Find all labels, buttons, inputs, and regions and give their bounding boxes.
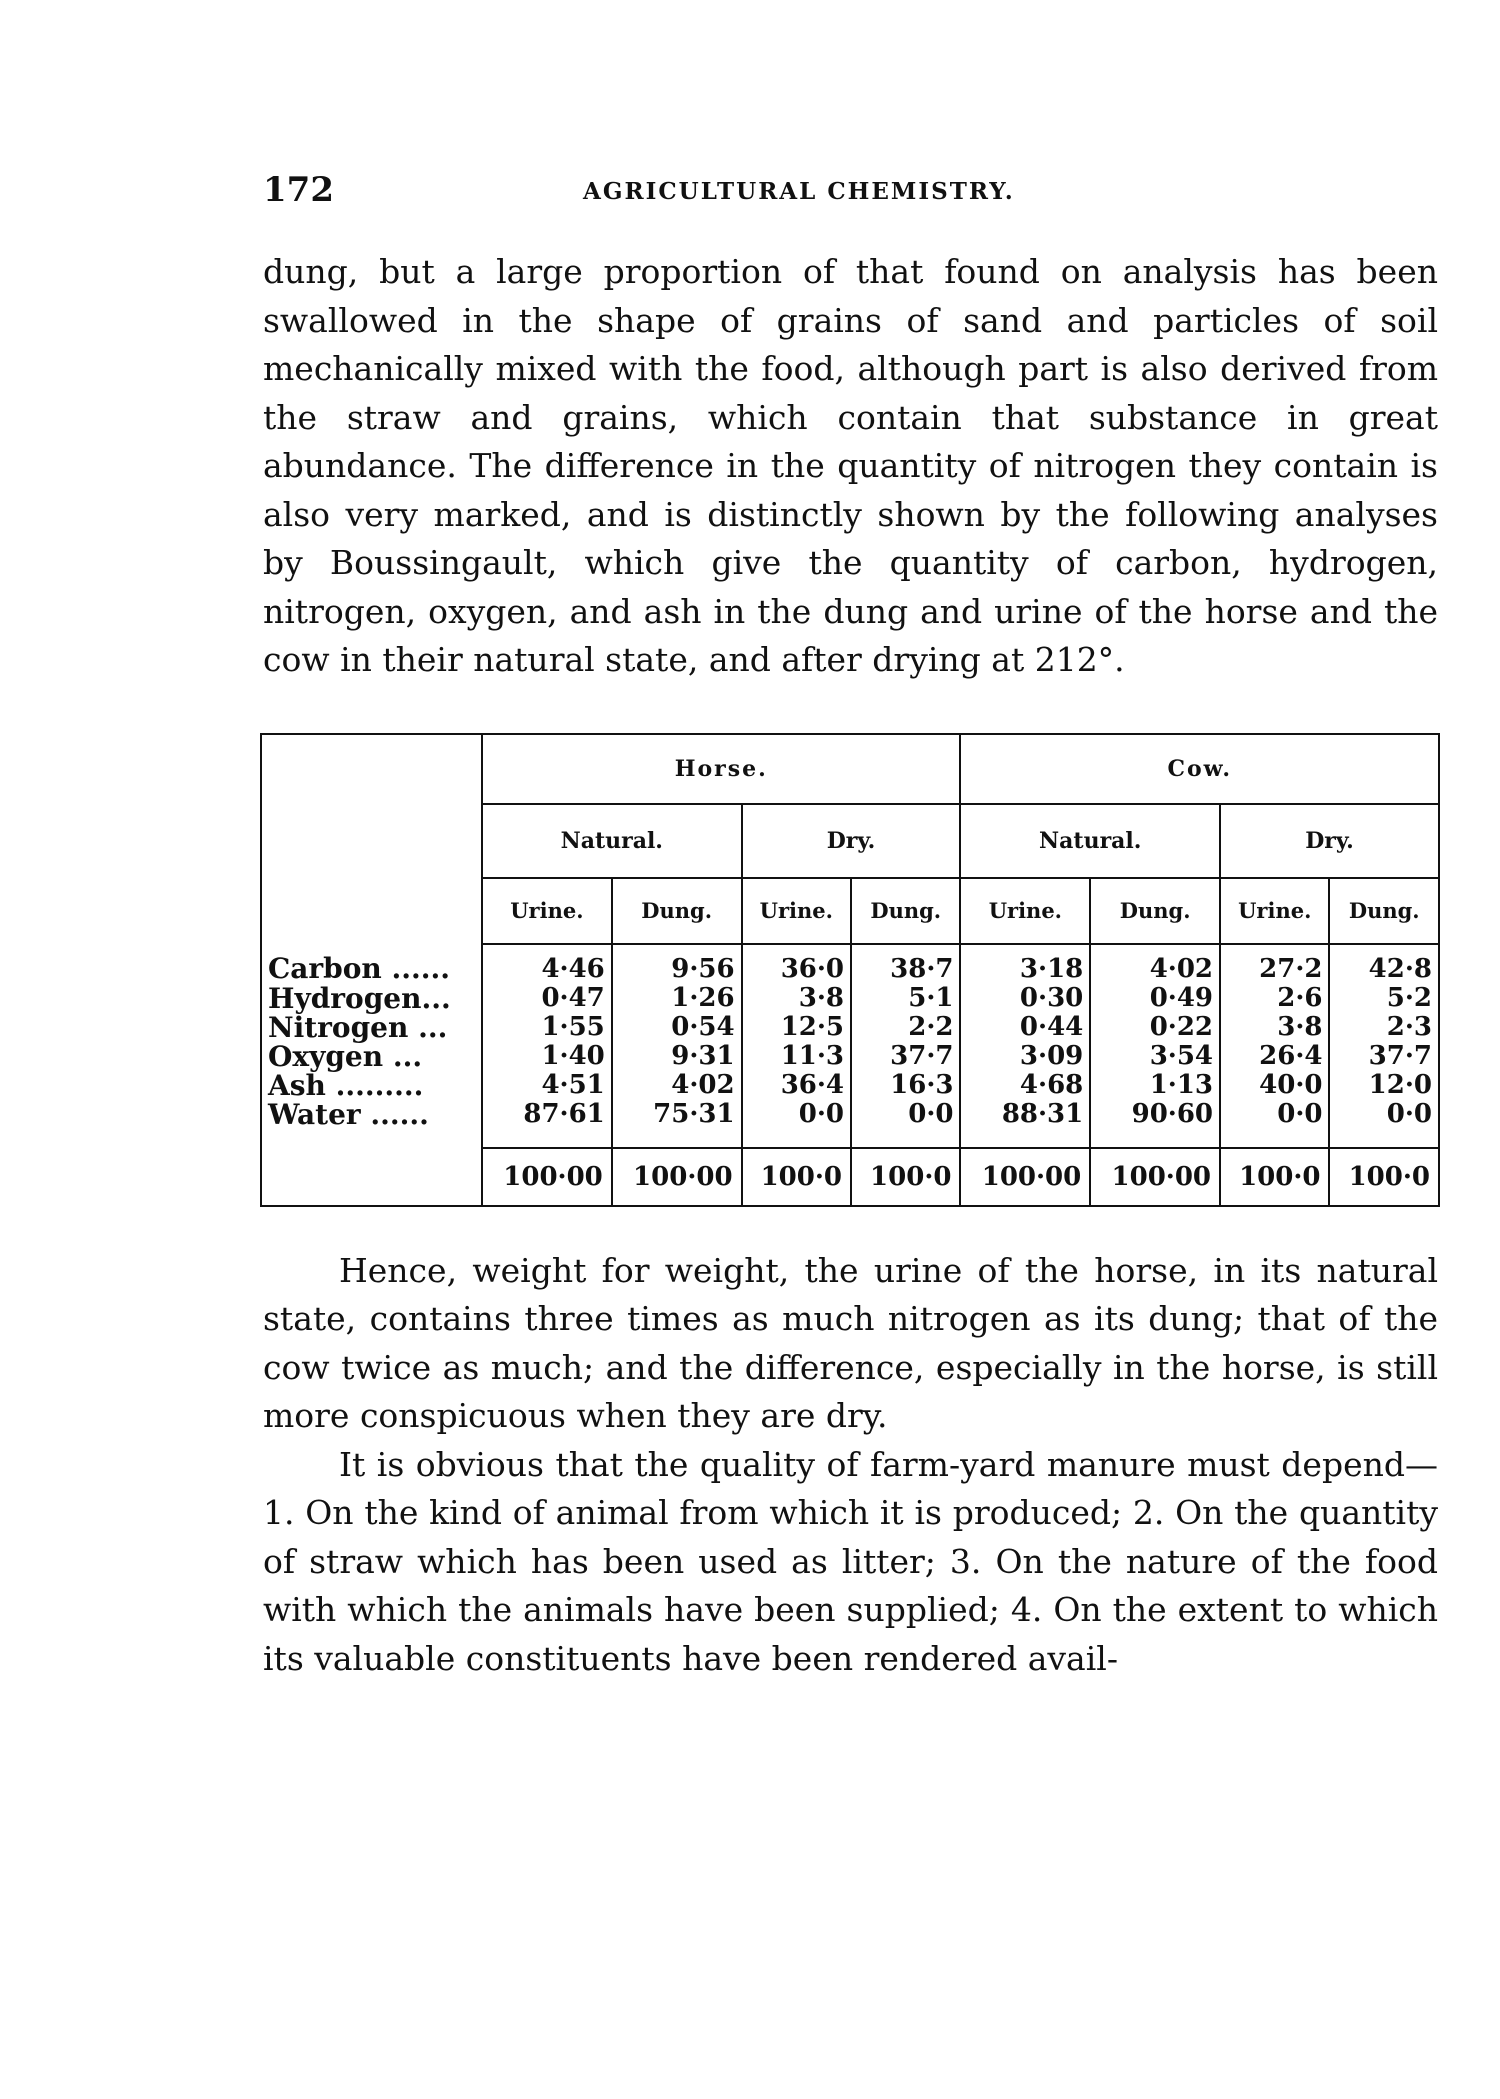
column-header: Urine. — [482, 878, 612, 944]
column-header: Urine. — [742, 878, 851, 944]
cell: 3·54 — [1090, 1042, 1220, 1071]
cell: 0·0 — [1220, 1100, 1329, 1148]
column-header: Dung. — [1329, 878, 1439, 944]
row-label: Nitrogen ... — [268, 1010, 448, 1044]
subgroup-header-horse-dry: Dry. — [742, 804, 961, 878]
cell: 4·68 — [960, 1071, 1090, 1100]
table-row-total — [261, 1148, 1439, 1206]
cell: 3·18 — [960, 944, 1090, 984]
cell: 16·3 — [851, 1071, 960, 1100]
subgroup-header-horse-natural: Natural. — [482, 804, 742, 878]
cell: 9·31 — [612, 1042, 742, 1071]
cell: 3·8 — [742, 984, 851, 1013]
cell: 1·26 — [612, 984, 742, 1013]
cell: 0·44 — [960, 1013, 1090, 1042]
cell: 1·40 — [482, 1042, 612, 1071]
cell: 87·61 — [482, 1100, 612, 1148]
cell: 40·0 — [1220, 1071, 1329, 1100]
cell: 4·51 — [482, 1071, 612, 1100]
paragraph-manure-quality: It is obvious that the quality of farm-yard manure must depend—1. On the kind of animal from which it is produced; 2. On the quantity of straw which has been used as litter; 3. On the nature of the food with which the animals have been supplied; 4. On the extent to which its valuable constituents have been rendered avail- — [263, 1444, 1438, 1678]
total-cell: 100·00 — [612, 1148, 742, 1206]
cell: 0·49 — [1090, 984, 1220, 1013]
row-label: Hydrogen... — [268, 981, 451, 1015]
cell: 3·09 — [960, 1042, 1090, 1071]
row-label: Carbon ...... — [268, 952, 451, 985]
total-cell: 100·0 — [1220, 1148, 1329, 1206]
page-number: 172 — [263, 170, 334, 210]
cell: 36·4 — [742, 1071, 851, 1100]
total-cell: 100·00 — [482, 1148, 612, 1206]
cell: 1·55 — [482, 1013, 612, 1042]
row-label: Water ...... — [268, 1098, 429, 1131]
cell: 4·46 — [482, 944, 612, 984]
cell: 0·54 — [612, 1013, 742, 1042]
cell: 38·7 — [851, 944, 960, 984]
total-cell: 100·00 — [1090, 1148, 1220, 1206]
row-label-empty — [261, 1148, 482, 1206]
book-page — [263, 160, 1438, 1683]
cell: 4·02 — [1090, 944, 1220, 984]
cell: 12·0 — [1329, 1071, 1439, 1100]
cell: 12·5 — [742, 1013, 851, 1042]
table-row-oxygen — [261, 1042, 1439, 1071]
group-header-horse: Horse. — [482, 734, 960, 804]
row-label: Ash ......... — [268, 1068, 424, 1102]
cell: 0·0 — [851, 1100, 960, 1148]
paragraph-conclusion: Hence, weight for weight, the urine of the horse, in its natural state, contains three times as much nitrogen as its dung; that of the cow twice as much; and the difference, especially in the horse, is still more conspicuous when they are dry. — [263, 1250, 1438, 1435]
cell: 2·6 — [1220, 984, 1329, 1013]
cell: 0·30 — [960, 984, 1090, 1013]
cell: 2·3 — [1329, 1013, 1439, 1042]
total-cell: 100·0 — [851, 1148, 960, 1206]
cell: 90·60 — [1090, 1100, 1220, 1148]
column-header: Urine. — [1220, 878, 1329, 944]
total-cell: 100·00 — [960, 1148, 1090, 1206]
table-row-hydrogen — [261, 984, 1439, 1013]
group-header-cow: Cow. — [960, 734, 1439, 804]
running-title: AGRICULTURAL CHEMISTRY. — [583, 178, 1015, 205]
cell: 4·02 — [612, 1071, 742, 1100]
table-row-nitrogen — [261, 1013, 1439, 1042]
table-row-carbon — [261, 944, 1439, 984]
cell: 0·47 — [482, 984, 612, 1013]
running-head — [263, 160, 1438, 220]
table-row-water — [261, 1100, 1439, 1148]
cell: 26·4 — [1220, 1042, 1329, 1071]
subgroup-header-cow-dry: Dry. — [1220, 804, 1439, 878]
row-label: Oxygen ... — [268, 1039, 423, 1073]
cell: 0·0 — [1329, 1100, 1439, 1148]
column-header: Dung. — [612, 878, 742, 944]
cell: 1·13 — [1090, 1071, 1220, 1100]
analysis-table-container — [260, 733, 1440, 1207]
row-label-header — [261, 734, 482, 944]
cell: 3·8 — [1220, 1013, 1329, 1042]
table-row-ash — [261, 1071, 1439, 1100]
cell: 5·1 — [851, 984, 960, 1013]
paragraph-intro: dung, but a large proportion of that found on analysis has been swallowed in the shape of grains of sand and particles of soil mechanically mixed with the food, although part is also derived from the straw and grains, which contain that substance in great abundance. The difference in the quantity of nitrogen they contain is also very marked, and is distinctly shown by the following analyses by Boussingault, which give the quantity of carbon, hydrogen, nitrogen, oxygen, and ash in the dung and urine of the horse and the cow in their natural state, and after drying at 212°. — [263, 252, 1438, 679]
cell: 88·31 — [960, 1100, 1090, 1148]
cell: 9·56 — [612, 944, 742, 984]
cell: 27·2 — [1220, 944, 1329, 984]
cell: 36·0 — [742, 944, 851, 984]
cell: 5·2 — [1329, 984, 1439, 1013]
cell: 75·31 — [612, 1100, 742, 1148]
cell: 42·8 — [1329, 944, 1439, 984]
subgroup-header-cow-natural: Natural. — [960, 804, 1220, 878]
cell: 37·7 — [1329, 1042, 1439, 1071]
cell: 0·0 — [742, 1100, 851, 1148]
cell: 37·7 — [851, 1042, 960, 1071]
cell: 0·22 — [1090, 1013, 1220, 1042]
column-header: Dung. — [851, 878, 960, 944]
total-cell: 100·0 — [1329, 1148, 1439, 1206]
total-cell: 100·0 — [742, 1148, 851, 1206]
column-header: Urine. — [960, 878, 1090, 944]
column-header: Dung. — [1090, 878, 1220, 944]
boussingault-analysis-table — [260, 733, 1440, 1207]
cell: 11·3 — [742, 1042, 851, 1071]
cell: 2·2 — [851, 1013, 960, 1042]
